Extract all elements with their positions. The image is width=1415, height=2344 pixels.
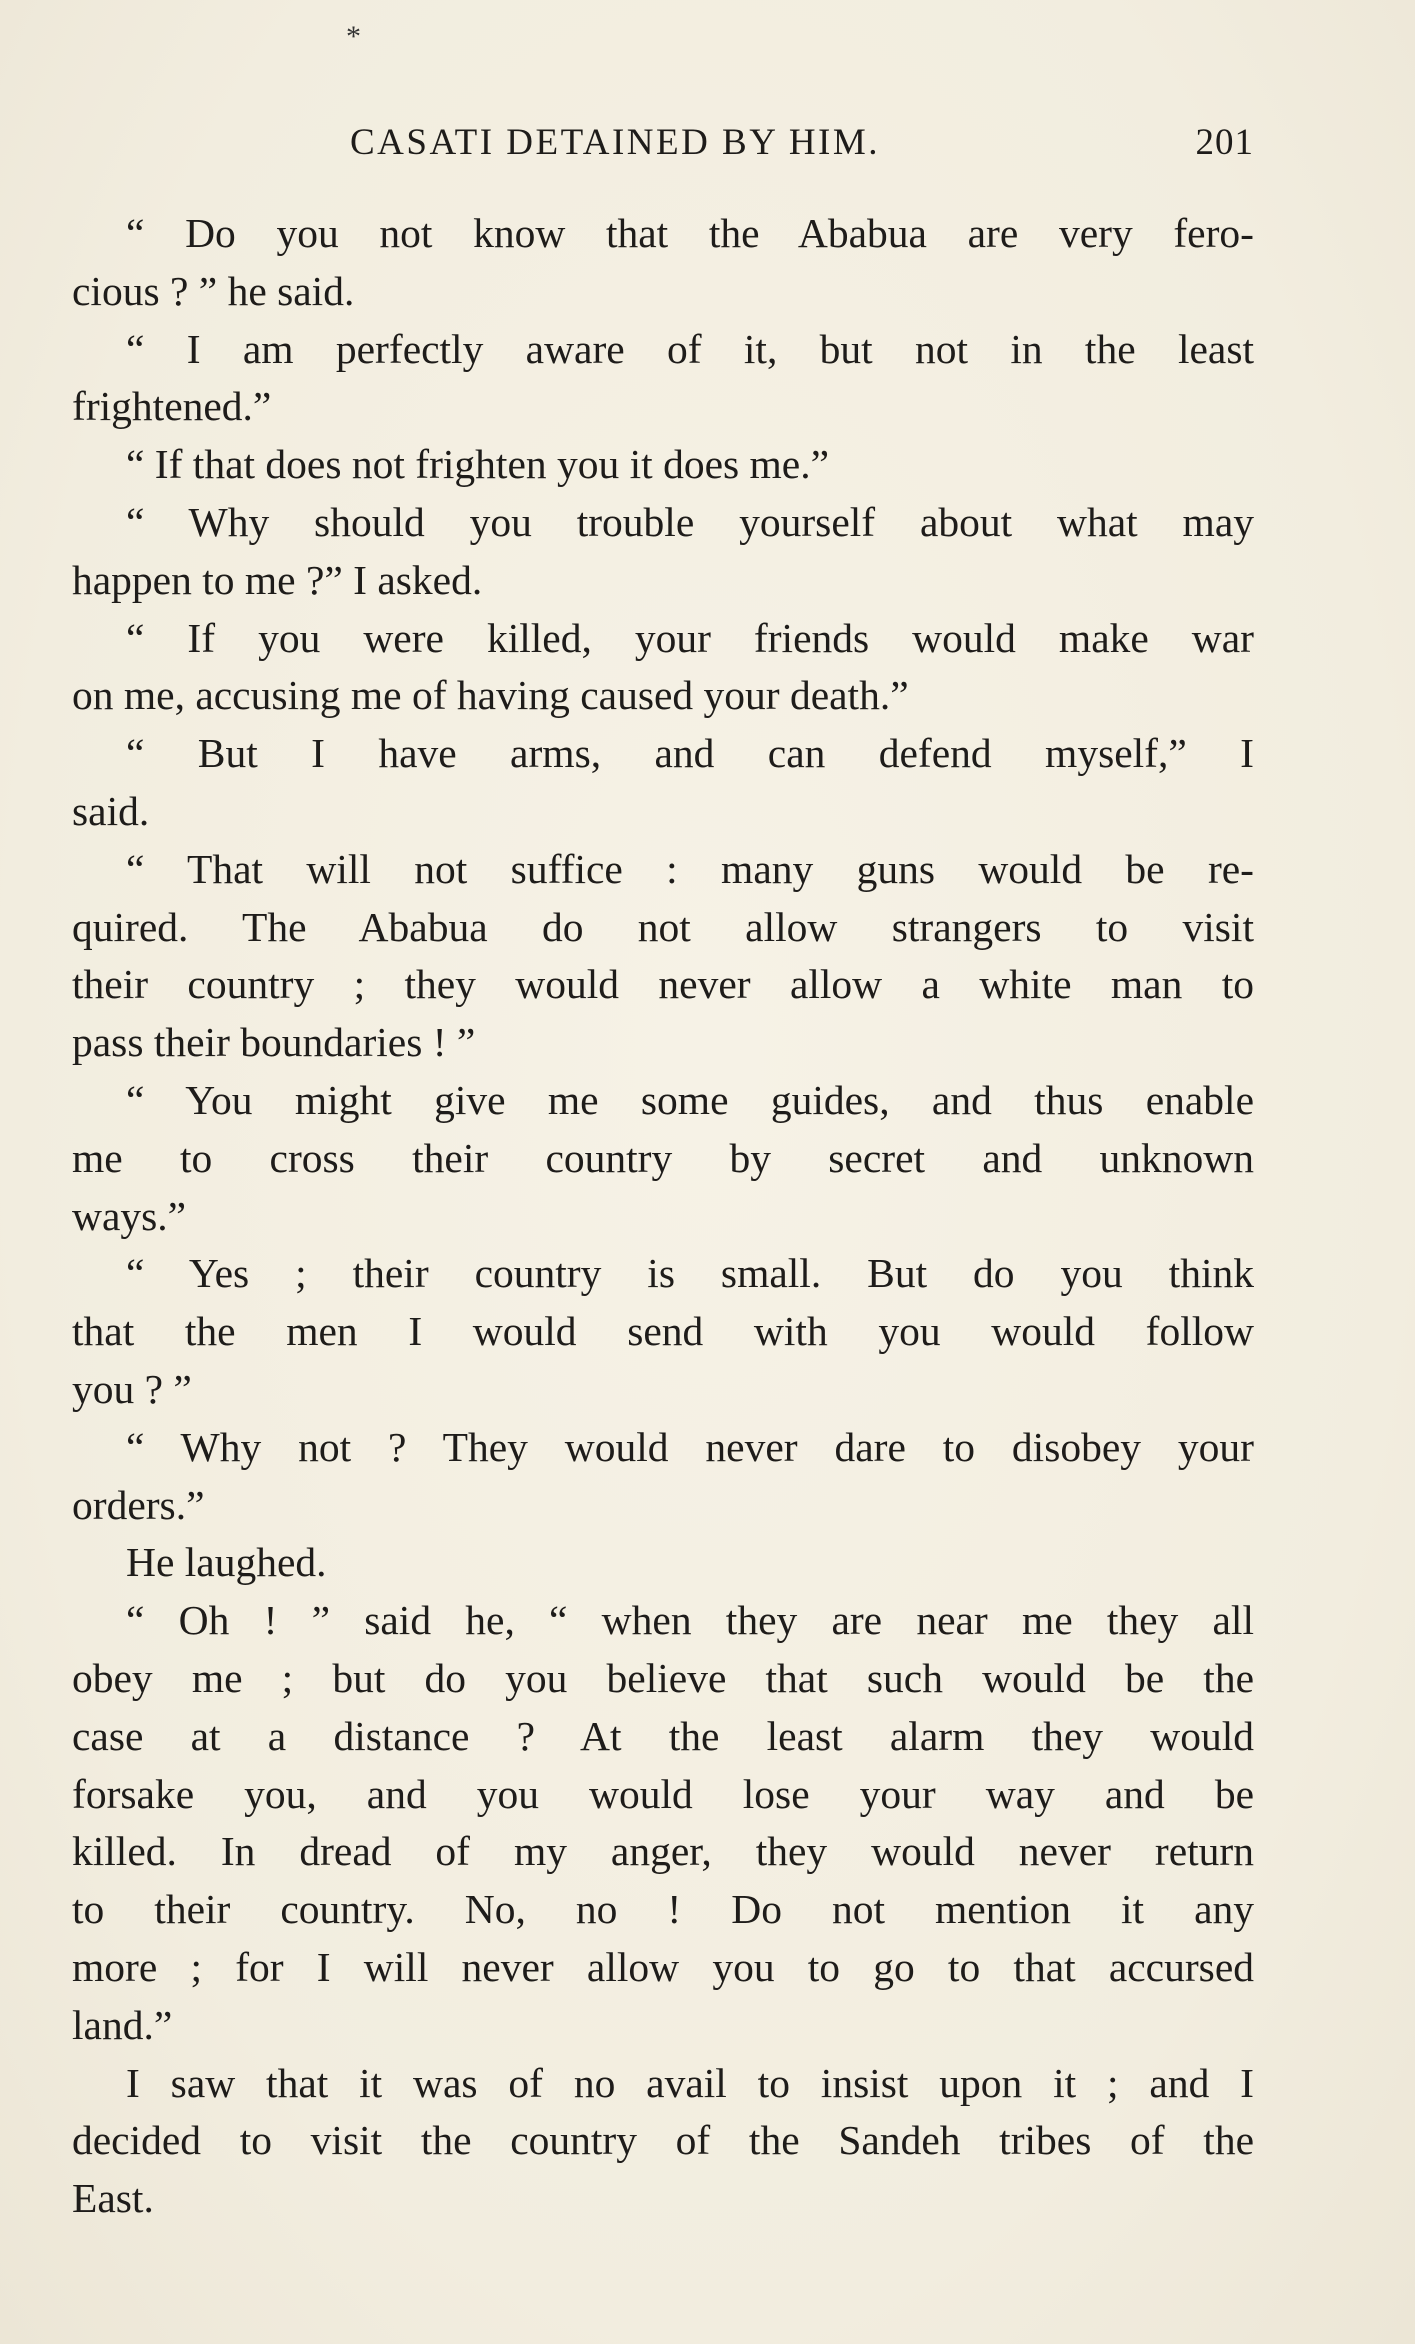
text-line: “ Yes ; their country is small. But do you think	[126, 1250, 1254, 1297]
text-line: “ Why should you trouble yourself about what may	[126, 498, 1254, 545]
text-line: “ You might give me some guides, and thus enable	[126, 1076, 1254, 1123]
text-line: killed. In dread of my anger, they would never return	[72, 1828, 1254, 1875]
text-line: “ Do you not know that the Ababua are very fero-	[126, 210, 1254, 256]
text-line: decided to visit the country of the Sandeh tribes of the	[72, 2117, 1254, 2164]
text-line: orders.”	[72, 1481, 205, 1528]
text-line: quired. The Ababua do not allow strangers to visit	[72, 903, 1254, 950]
text-line: forsake you, and you would lose your way and be	[72, 1770, 1254, 1817]
text-line: “ Why not ? They would never dare to disobey your	[126, 1423, 1254, 1470]
text-line: “ I am perfectly aware of it, but not in the least	[126, 325, 1254, 372]
text-line: obey me ; but do you believe that such would be the	[72, 1654, 1254, 1701]
text-line: ways.”	[72, 1192, 187, 1239]
text-line: land.”	[72, 2001, 173, 2048]
text-line: pass their boundaries ! ”	[72, 1019, 476, 1066]
running-title: CASATI DETAINED BY HIM.	[350, 122, 881, 163]
body-text	[72, 205, 1254, 2228]
text-line: said.	[72, 787, 150, 834]
text-line: “ That will not suffice : many guns would be re-	[126, 845, 1254, 892]
text-line: “ But I have arms, and can defend myself,” I	[126, 730, 1254, 777]
text-line: me to cross their country by secret and unknown	[72, 1134, 1254, 1181]
text-line: He laughed.	[126, 1539, 327, 1586]
text-line: frightened.”	[72, 383, 272, 430]
printer-mark: *	[346, 20, 361, 53]
text-line: case at a distance ? At the least alarm they would	[72, 1712, 1254, 1759]
text-line: “ If that does not frighten you it does me.”	[126, 441, 830, 488]
text-line: more ; for I will never allow you to go to that accursed	[72, 1943, 1254, 1990]
text-line: on me, accusing me of having caused your death.”	[72, 672, 909, 719]
text-line: cious ? ” he said.	[72, 267, 355, 314]
text-line: their country ; they would never allow a white man to	[72, 961, 1254, 1008]
text-line: I saw that it was of no avail to insist upon it ; and I	[126, 2059, 1254, 2106]
text-line: that the men I would send with you would follow	[72, 1308, 1254, 1355]
text-line: “ If you were killed, your friends would make war	[126, 614, 1254, 661]
text-line: “ Oh ! ” said he, “ when they are near me they all	[126, 1597, 1254, 1644]
running-head	[72, 118, 1254, 168]
page-number: 201	[1195, 122, 1254, 163]
text-line: happen to me ?” I asked.	[72, 556, 483, 603]
text-line: East.	[72, 2175, 154, 2222]
text-line: to their country. No, no ! Do not mention it any	[72, 1886, 1254, 1933]
text-line: you ? ”	[72, 1365, 192, 1412]
